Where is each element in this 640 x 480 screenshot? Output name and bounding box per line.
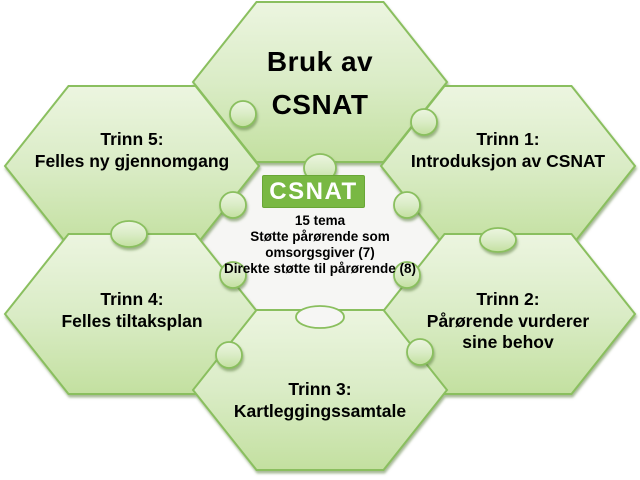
step-label-trinn-5: [8, 129, 256, 172]
csnat-badge: CSNAT: [262, 175, 365, 208]
diagram-title: [196, 40, 444, 126]
step-1-text: Introduksjon av CSNAT: [410, 150, 606, 171]
step-label-trinn-4: [8, 289, 256, 332]
step-label-trinn-1: [384, 129, 632, 172]
title-line-2: CSNAT: [271, 89, 369, 120]
puzzle-knob: [111, 221, 147, 247]
center-line-4: Direkte støtte til pårørende (8): [223, 261, 417, 276]
step-2-text-line-2: sine behov: [462, 332, 554, 352]
center-description: [200, 213, 440, 277]
puzzle-knob: [216, 342, 242, 368]
puzzle-socket: [296, 306, 344, 328]
step-3-heading: Trinn 3:: [288, 379, 352, 399]
step-5-heading: Trinn 5:: [100, 129, 164, 149]
step-5-text: Felles ny gjennomgang: [34, 150, 230, 171]
step-label-trinn-3: [196, 379, 444, 422]
center-line-3: omsorgsgiver (7): [265, 245, 375, 260]
step-2-text-line-1: Pårørende vurderer: [426, 310, 590, 331]
puzzle-knob: [480, 228, 516, 252]
step-2-heading: Trinn 2:: [476, 289, 540, 309]
step-1-heading: Trinn 1:: [476, 129, 540, 149]
step-4-heading: Trinn 4:: [100, 289, 164, 309]
step-3-text: Kartleggingssamtale: [233, 400, 407, 421]
title-line-1: Bruk av: [266, 46, 374, 77]
center-line-1: 15 tema: [294, 213, 346, 228]
center-line-2: Støtte pårørende som: [250, 229, 390, 244]
step-4-text: Felles tiltaksplan: [61, 310, 203, 331]
step-label-trinn-2: [384, 289, 632, 354]
